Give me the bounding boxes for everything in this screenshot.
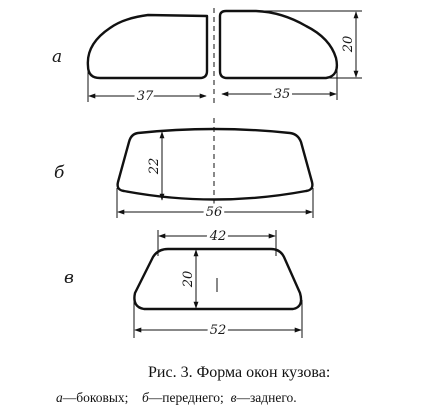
caption-key-a: а bbox=[56, 390, 63, 405]
dimension-top-width-c: 42 bbox=[209, 229, 227, 244]
caption-legend bbox=[56, 390, 436, 406]
dimension-left-width: 37 bbox=[136, 89, 154, 104]
caption-text-b: —переднего; bbox=[148, 390, 224, 405]
caption-title: Рис. 3. Форма окон кузова: bbox=[148, 364, 331, 381]
part-b-letter: б bbox=[54, 163, 65, 183]
rear-window bbox=[134, 249, 301, 309]
caption-key-b: б bbox=[141, 390, 149, 405]
dimension-height-b: 22 bbox=[147, 157, 162, 175]
part-c-letter: в bbox=[64, 268, 74, 288]
dimension-right-width: 35 bbox=[273, 87, 291, 102]
caption-text-a: —боковых; bbox=[62, 390, 129, 405]
side-window-left bbox=[88, 15, 207, 78]
part-a-letter: а bbox=[52, 47, 63, 67]
dimension-bottom-width-c: 52 bbox=[209, 323, 227, 338]
side-window-right bbox=[220, 11, 337, 78]
dimension-width-b: 56 bbox=[205, 205, 223, 220]
caption-key-c: в bbox=[230, 390, 237, 405]
caption-text-c: —заднего. bbox=[236, 390, 297, 405]
dimension-height-c: 20 bbox=[181, 270, 196, 288]
dimension-height-a: 20 bbox=[341, 35, 356, 53]
